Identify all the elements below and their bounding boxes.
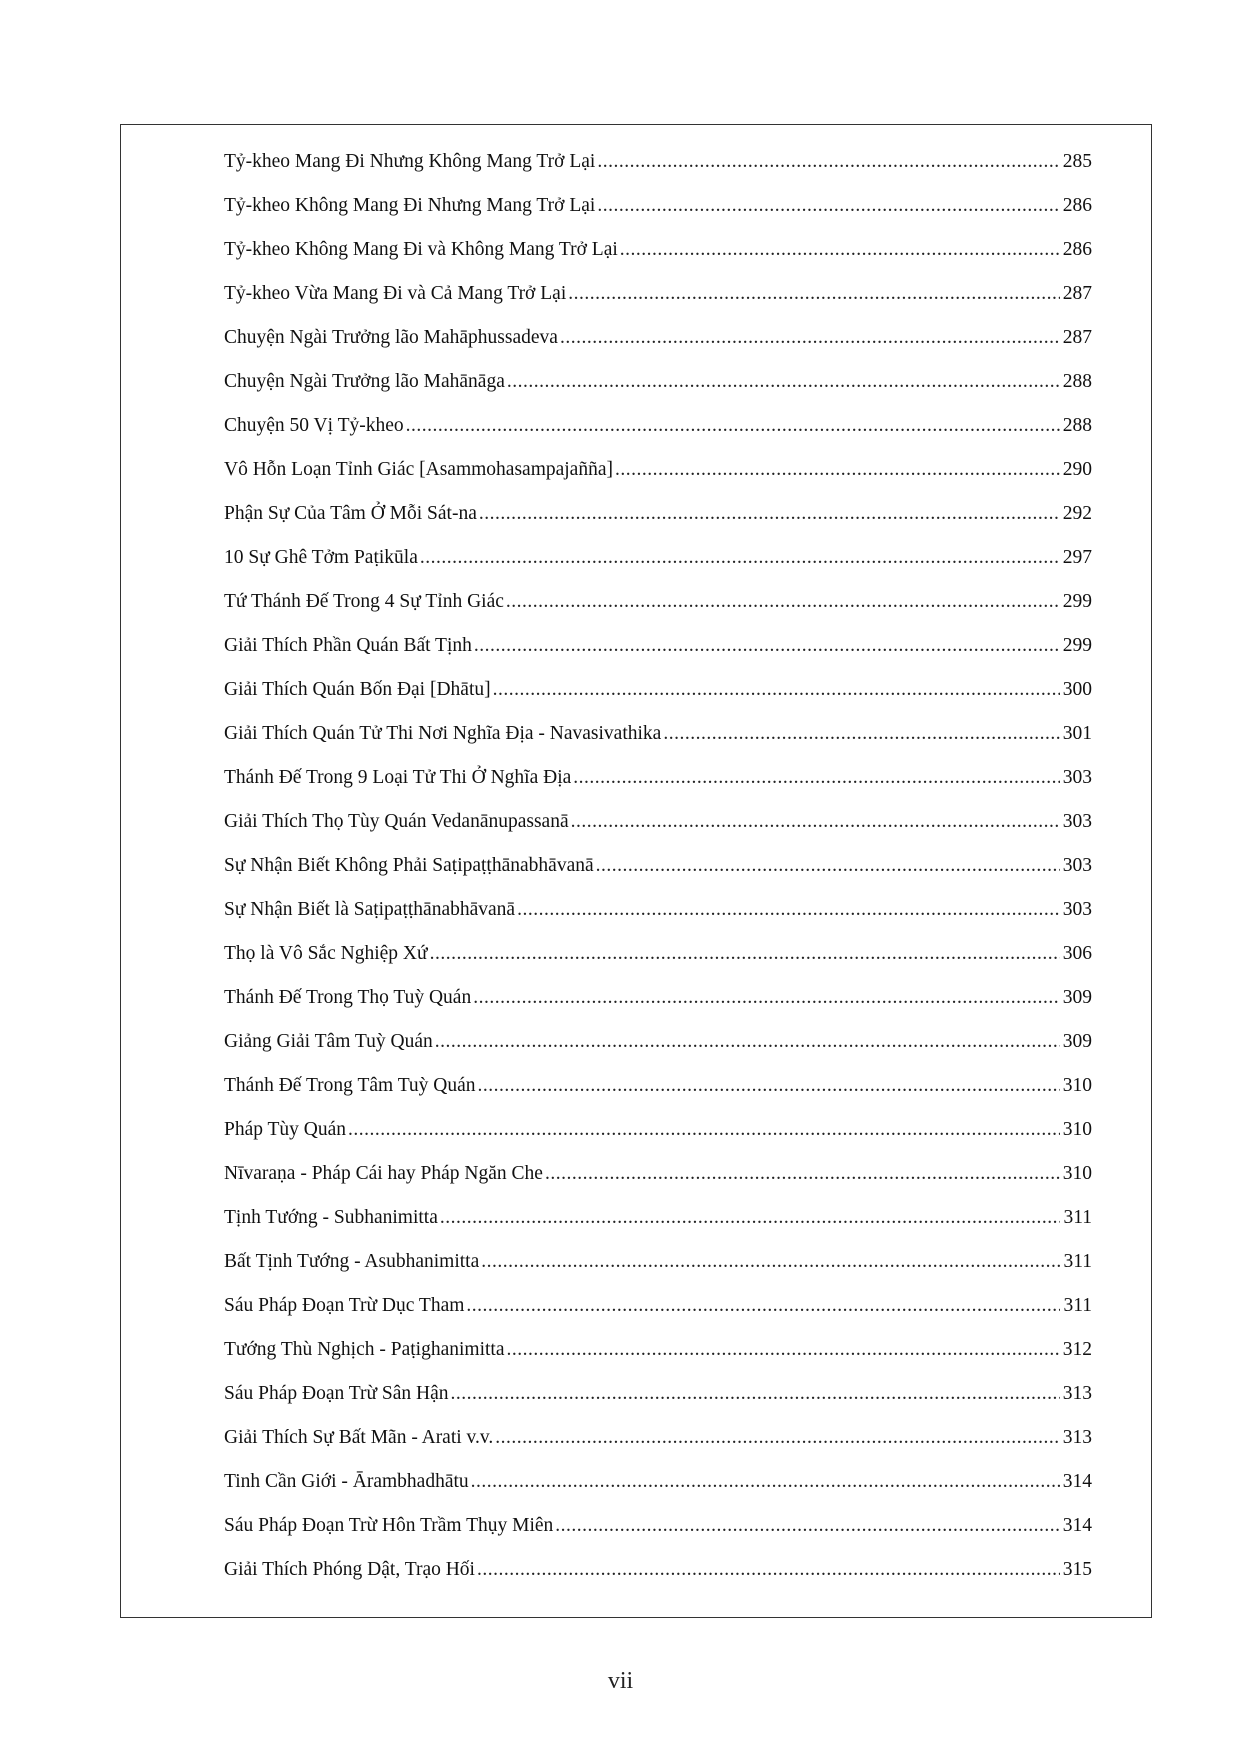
toc-entry-title: Tỷ-kheo Vừa Mang Đi và Cả Mang Trở Lại <box>224 283 567 304</box>
toc-dot-leader <box>466 1292 1060 1320</box>
toc-entry-title: Thọ là Vô Sắc Nghiệp Xứ <box>224 943 428 964</box>
toc-entry <box>224 720 1092 764</box>
toc-dot-leader <box>495 1424 1059 1452</box>
toc-entry-page: 286 <box>1062 239 1092 260</box>
toc-entry-page: 311 <box>1063 1251 1092 1272</box>
toc-entry-title: Phận Sự Của Tâm Ở Mỗi Sát-na <box>224 503 477 524</box>
toc-entry-title: Giải Thích Phóng Dật, Trạo Hối <box>224 1559 475 1580</box>
toc-dot-leader <box>435 1028 1060 1056</box>
toc-dot-leader <box>471 1468 1060 1496</box>
toc-dot-leader <box>545 1160 1060 1188</box>
toc-entry <box>224 280 1092 324</box>
toc-entry-title: Thánh Đế Trong Thọ Tuỳ Quán <box>224 987 472 1008</box>
toc-entry-page: 299 <box>1062 591 1092 612</box>
toc-entry <box>224 412 1092 456</box>
toc-entry-page: 312 <box>1062 1339 1092 1360</box>
toc-entry-title: Tứ Thánh Đế Trong 4 Sự Tỉnh Giác <box>224 591 504 612</box>
toc-entry-page: 300 <box>1062 679 1092 700</box>
toc-dot-leader <box>615 456 1060 484</box>
toc-entry-page: 299 <box>1062 635 1092 656</box>
toc-entry-title: Thánh Đế Trong 9 Loại Tử Thi Ở Nghĩa Địa <box>224 767 572 788</box>
toc-entry-page: 290 <box>1062 459 1092 480</box>
toc-entry-page: 286 <box>1062 195 1092 216</box>
toc-entry-page: 315 <box>1062 1559 1092 1580</box>
toc-dot-leader <box>474 632 1060 660</box>
toc-dot-leader <box>506 1336 1059 1364</box>
toc-dot-leader <box>481 1248 1060 1276</box>
toc-entry-title: Tịnh Tướng - Subhanimitta <box>224 1207 438 1228</box>
toc-entry-title: Giải Thích Thọ Tùy Quán Vedanānupassanā <box>224 811 569 832</box>
toc-entry <box>224 500 1092 544</box>
toc-entry-page: 313 <box>1062 1427 1092 1448</box>
toc-dot-leader <box>477 1556 1060 1584</box>
toc-dot-leader <box>479 500 1060 528</box>
toc-entry-title: Sáu Pháp Đoạn Trừ Sân Hận <box>224 1383 449 1404</box>
toc-entry-page: 311 <box>1063 1207 1092 1228</box>
toc-entry-page: 310 <box>1062 1075 1092 1096</box>
toc-dot-leader <box>507 368 1060 396</box>
toc-entry <box>224 324 1092 368</box>
toc-dot-leader <box>406 412 1060 440</box>
toc-entry-title: Chuyện Ngài Trưởng lão Mahāphussadeva <box>224 327 558 348</box>
toc-entry <box>224 544 1092 588</box>
toc-dot-leader <box>573 764 1059 792</box>
toc-entry <box>224 1512 1092 1556</box>
toc-entry-title: Thánh Đế Trong Tâm Tuỳ Quán <box>224 1075 476 1096</box>
toc-entry-page: 297 <box>1062 547 1092 568</box>
toc-entry <box>224 456 1092 500</box>
toc-entry <box>224 1424 1092 1468</box>
toc-dot-leader <box>663 720 1059 748</box>
toc-entry-title: Giải Thích Quán Bốn Đại [Dhātu] <box>224 679 491 700</box>
toc-entry-page: 303 <box>1062 899 1092 920</box>
toc-entry <box>224 852 1092 896</box>
toc-dot-leader <box>560 324 1060 352</box>
toc-entry <box>224 1072 1092 1116</box>
toc-dot-leader <box>596 852 1060 880</box>
toc-entry-title: Tướng Thù Nghịch - Paṭighanimitta <box>224 1339 505 1360</box>
toc-dot-leader <box>451 1380 1060 1408</box>
toc-entry-title: Giải Thích Phần Quán Bất Tịnh <box>224 635 472 656</box>
toc-entry <box>224 1248 1092 1292</box>
toc-dot-leader <box>420 544 1060 572</box>
toc-entry-title: Giải Thích Sự Bất Mãn - Arati v.v. <box>224 1427 494 1448</box>
toc-entry <box>224 192 1092 236</box>
toc-entry-page: 287 <box>1062 327 1092 348</box>
toc-entry-title: Nīvaraṇa - Pháp Cái hay Pháp Ngăn Che <box>224 1163 543 1184</box>
toc-entry-page: 314 <box>1062 1515 1092 1536</box>
toc-entry-page: 313 <box>1062 1383 1092 1404</box>
toc-dot-leader <box>493 676 1060 704</box>
toc-entry-title: Bất Tịnh Tướng - Asubhanimitta <box>224 1251 480 1272</box>
toc-entry-page: 303 <box>1062 855 1092 876</box>
toc-entry <box>224 808 1092 852</box>
toc-entry-title: Pháp Tùy Quán <box>224 1119 347 1140</box>
toc-entry <box>224 1160 1092 1204</box>
toc-entry-title: Vô Hỗn Loạn Tỉnh Giác [Asammohasampajañña] <box>224 459 613 480</box>
toc-entry <box>224 764 1092 808</box>
toc-dot-leader <box>506 588 1060 616</box>
toc-dot-leader <box>555 1512 1059 1540</box>
toc-entry <box>224 896 1092 940</box>
toc-entry-page: 285 <box>1062 151 1092 172</box>
toc-entry <box>224 1556 1092 1600</box>
toc-dot-leader <box>430 940 1060 968</box>
toc-entry <box>224 632 1092 676</box>
toc-entry-page: 309 <box>1062 1031 1092 1052</box>
toc-entry-title: Sáu Pháp Đoạn Trừ Dục Tham <box>224 1295 465 1316</box>
toc-entry-page: 310 <box>1062 1119 1092 1140</box>
toc-entry-page: 314 <box>1062 1471 1092 1492</box>
toc-entry <box>224 1468 1092 1512</box>
toc-entry <box>224 236 1092 280</box>
toc-entry-title: Giảng Giải Tâm Tuỳ Quán <box>224 1031 433 1052</box>
toc-entry <box>224 148 1092 192</box>
toc-dot-leader <box>571 808 1060 836</box>
toc-entry-title: Tỷ-kheo Không Mang Đi và Không Mang Trở Lại <box>224 239 618 260</box>
toc-entry-page: 292 <box>1062 503 1092 524</box>
toc-dot-leader <box>597 148 1059 176</box>
toc-entry-title: Tỷ-kheo Mang Đi Nhưng Không Mang Trở Lại <box>224 151 596 172</box>
toc-entry-title: Tỷ-kheo Không Mang Đi Nhưng Mang Trở Lại <box>224 195 596 216</box>
table-of-contents <box>224 148 1092 1600</box>
toc-entry-title: Chuyện Ngài Trưởng lão Mahānāga <box>224 371 505 392</box>
toc-entry-page: 309 <box>1062 987 1092 1008</box>
toc-entry-page: 288 <box>1062 371 1092 392</box>
toc-entry <box>224 984 1092 1028</box>
toc-entry-title: Sự Nhận Biết là Saṭipaṭṭhānabhāvanā <box>224 899 516 920</box>
toc-entry-title: Tinh Cần Giới - Ārambhadhātu <box>224 1471 469 1492</box>
toc-entry <box>224 1116 1092 1160</box>
toc-entry-title: Giải Thích Quán Tử Thi Nơi Nghĩa Địa - Navasivathika <box>224 723 662 744</box>
toc-dot-leader <box>478 1072 1060 1100</box>
toc-entry <box>224 1204 1092 1248</box>
toc-dot-leader <box>348 1116 1060 1144</box>
toc-entry-title: 10 Sự Ghê Tởm Paṭikūla <box>224 547 418 568</box>
toc-entry-title: Sự Nhận Biết Không Phải Saṭipaṭṭhānabhāvanā <box>224 855 594 876</box>
toc-entry <box>224 676 1092 720</box>
toc-entry <box>224 1292 1092 1336</box>
toc-entry <box>224 1028 1092 1072</box>
toc-entry-page: 301 <box>1062 723 1092 744</box>
toc-entry-page: 303 <box>1062 767 1092 788</box>
toc-entry <box>224 1336 1092 1380</box>
toc-dot-leader <box>473 984 1060 1012</box>
toc-entry-page: 306 <box>1062 943 1092 964</box>
toc-entry <box>224 1380 1092 1424</box>
toc-dot-leader <box>568 280 1060 308</box>
toc-entry <box>224 588 1092 632</box>
toc-entry <box>224 368 1092 412</box>
toc-entry-title: Sáu Pháp Đoạn Trừ Hôn Trầm Thụy Miên <box>224 1515 554 1536</box>
toc-entry-page: 288 <box>1062 415 1092 436</box>
toc-entry-page: 311 <box>1063 1295 1092 1316</box>
toc-entry-title: Chuyện 50 Vị Tỷ-kheo <box>224 415 404 436</box>
toc-entry-page: 287 <box>1062 283 1092 304</box>
toc-entry-page: 310 <box>1062 1163 1092 1184</box>
toc-entry-page: 303 <box>1062 811 1092 832</box>
toc-dot-leader <box>597 192 1059 220</box>
toc-dot-leader <box>517 896 1060 924</box>
toc-entry <box>224 940 1092 984</box>
page-number: vii <box>607 1668 634 1694</box>
toc-dot-leader <box>440 1204 1061 1232</box>
toc-dot-leader <box>620 236 1060 264</box>
